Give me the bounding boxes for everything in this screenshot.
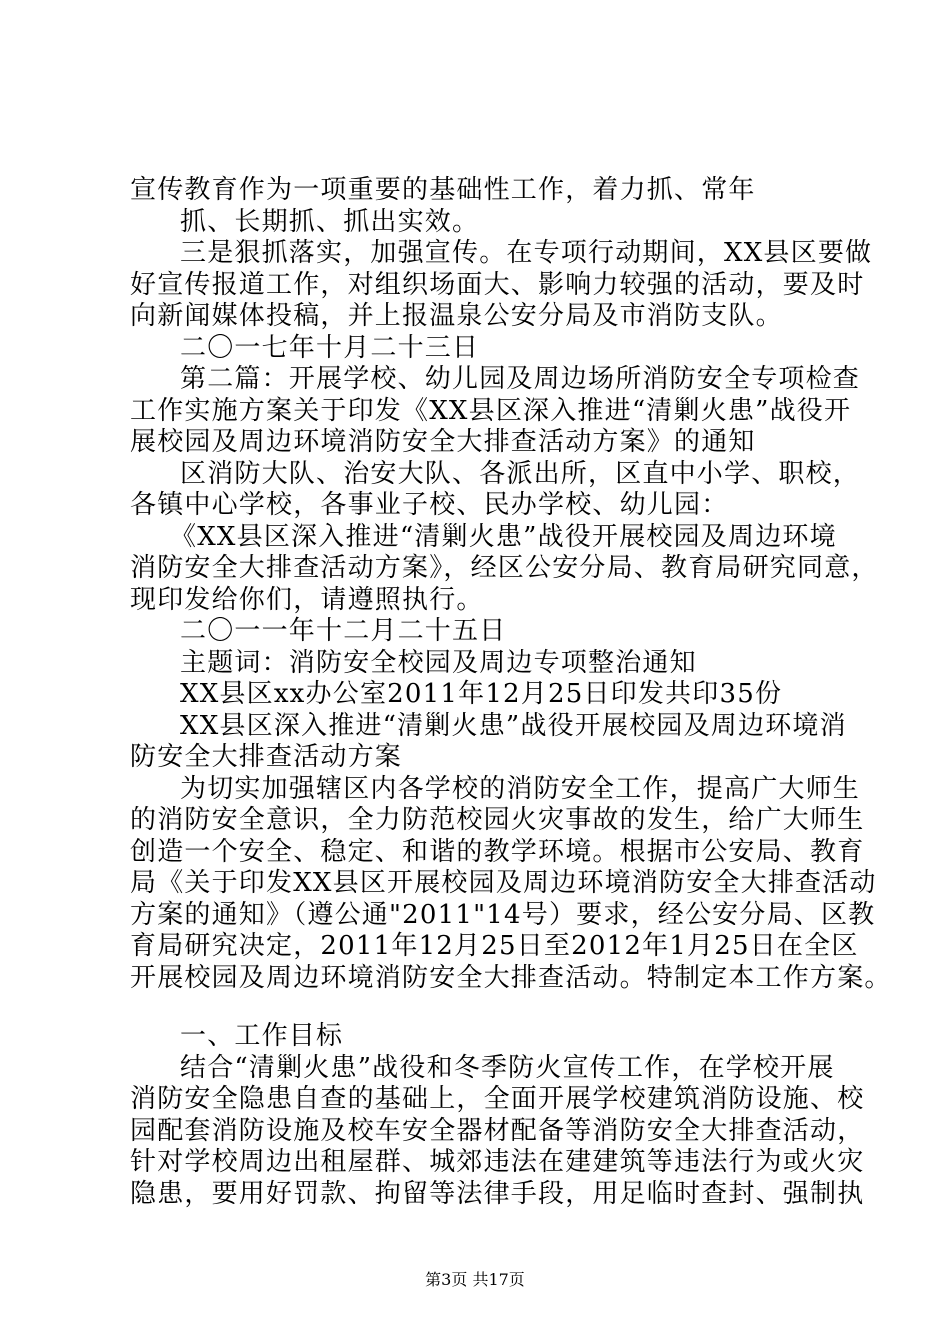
text-line: 宣传教育作为一项重要的基础性工作，着力抓、常年 — [130, 175, 756, 205]
text-line: 消防安全大排查活动方案》，经区公安分局、教育局研究同意， — [130, 553, 879, 583]
text-line: 二〇一一年十二月二十五日 — [180, 616, 507, 646]
text-line: 主题词：消防安全校园及周边专项整治通知 — [180, 648, 697, 678]
text-line: 育局研究决定，2011年12月25日至2012年1月25日在全区 — [130, 931, 859, 961]
text-line: 好宣传报道工作，对组织场面大、影响力较强的活动，要及时 — [130, 270, 865, 300]
text-line: 区消防大队、治安大队、各派出所，区直中小学、职校， — [180, 459, 861, 489]
text-line: 局《关于印发XX县区开展校园及周边环境消防安全大排查活动 — [130, 868, 877, 898]
text-line: 消防安全隐患自查的基础上，全面开展学校建筑消防设施、校 — [130, 1084, 865, 1114]
text-line: 园配套消防设施及校车安全器材配备等消防安全大排查活动， — [130, 1116, 865, 1146]
text-line: 针对学校周边出租屋群、城郊违法在建建筑等违法行为或火灾 — [130, 1147, 865, 1177]
text-line: 三是狠抓落实，加强宣传。在专项行动期间，XX县区要做 — [180, 238, 873, 268]
text-line: 为切实加强辖区内各学校的消防安全工作，提高广大师生 — [180, 774, 861, 804]
text-line: 创造一个安全、稳定、和谐的教学环境。根据市公安局、教育 — [130, 837, 865, 867]
text-line: 抓、长期抓、抓出实效。 — [180, 207, 480, 237]
spacer — [0, 1216, 950, 1217]
text-line: 《XX县区深入推进“清剿火患”战役开展校园及周边环境 — [170, 522, 837, 552]
section-heading: 第二篇：开展学校、幼儿园及周边场所消防安全专项检查 — [180, 364, 861, 394]
text-line: 开展校园及周边环境消防安全大排查活动。特制定本工作方案。 — [130, 963, 892, 993]
text-line: 向新闻媒体投稿，并上报温泉公安分局及市消防支队。 — [130, 301, 783, 331]
text-line: XX县区深入推进“清剿火患”战役开展校园及周边环境消 — [180, 711, 847, 741]
text-line: 方案的通知》（遵公通"2011"14号）要求，经公安分局、区教 — [130, 900, 876, 930]
text-line: 工作实施方案关于印发《XX县区深入推进“清剿火患”战役开 — [130, 396, 852, 426]
section-heading: 一、工作目标 — [180, 1021, 344, 1051]
text-line: 现印发给你们，请遵照执行。 — [130, 585, 484, 615]
text-line: 二〇一七年十月二十三日 — [180, 333, 480, 363]
text-line: 的消防安全意识，全力防范校园火灾事故的发生，给广大师生 — [130, 805, 865, 835]
text-line: 隐患，要用好罚款、拘留等法律手段，用足临时查封、强制执 — [130, 1179, 865, 1209]
page-number: 第3页 共17页 — [425, 1270, 525, 1289]
text-line: 防安全大排查活动方案 — [130, 742, 403, 772]
text-line: 结合“清剿火患”战役和冬季防火宣传工作，在学校开展 — [180, 1053, 835, 1083]
text-line: 展校园及周边环境消防安全大排查活动方案》的通知 — [130, 427, 756, 457]
text-line: 各镇中心学校，各事业子校、民办学校、幼儿园： — [130, 490, 729, 520]
text-line: XX县区xx办公室2011年12月25日印发共印35份 — [180, 679, 783, 709]
